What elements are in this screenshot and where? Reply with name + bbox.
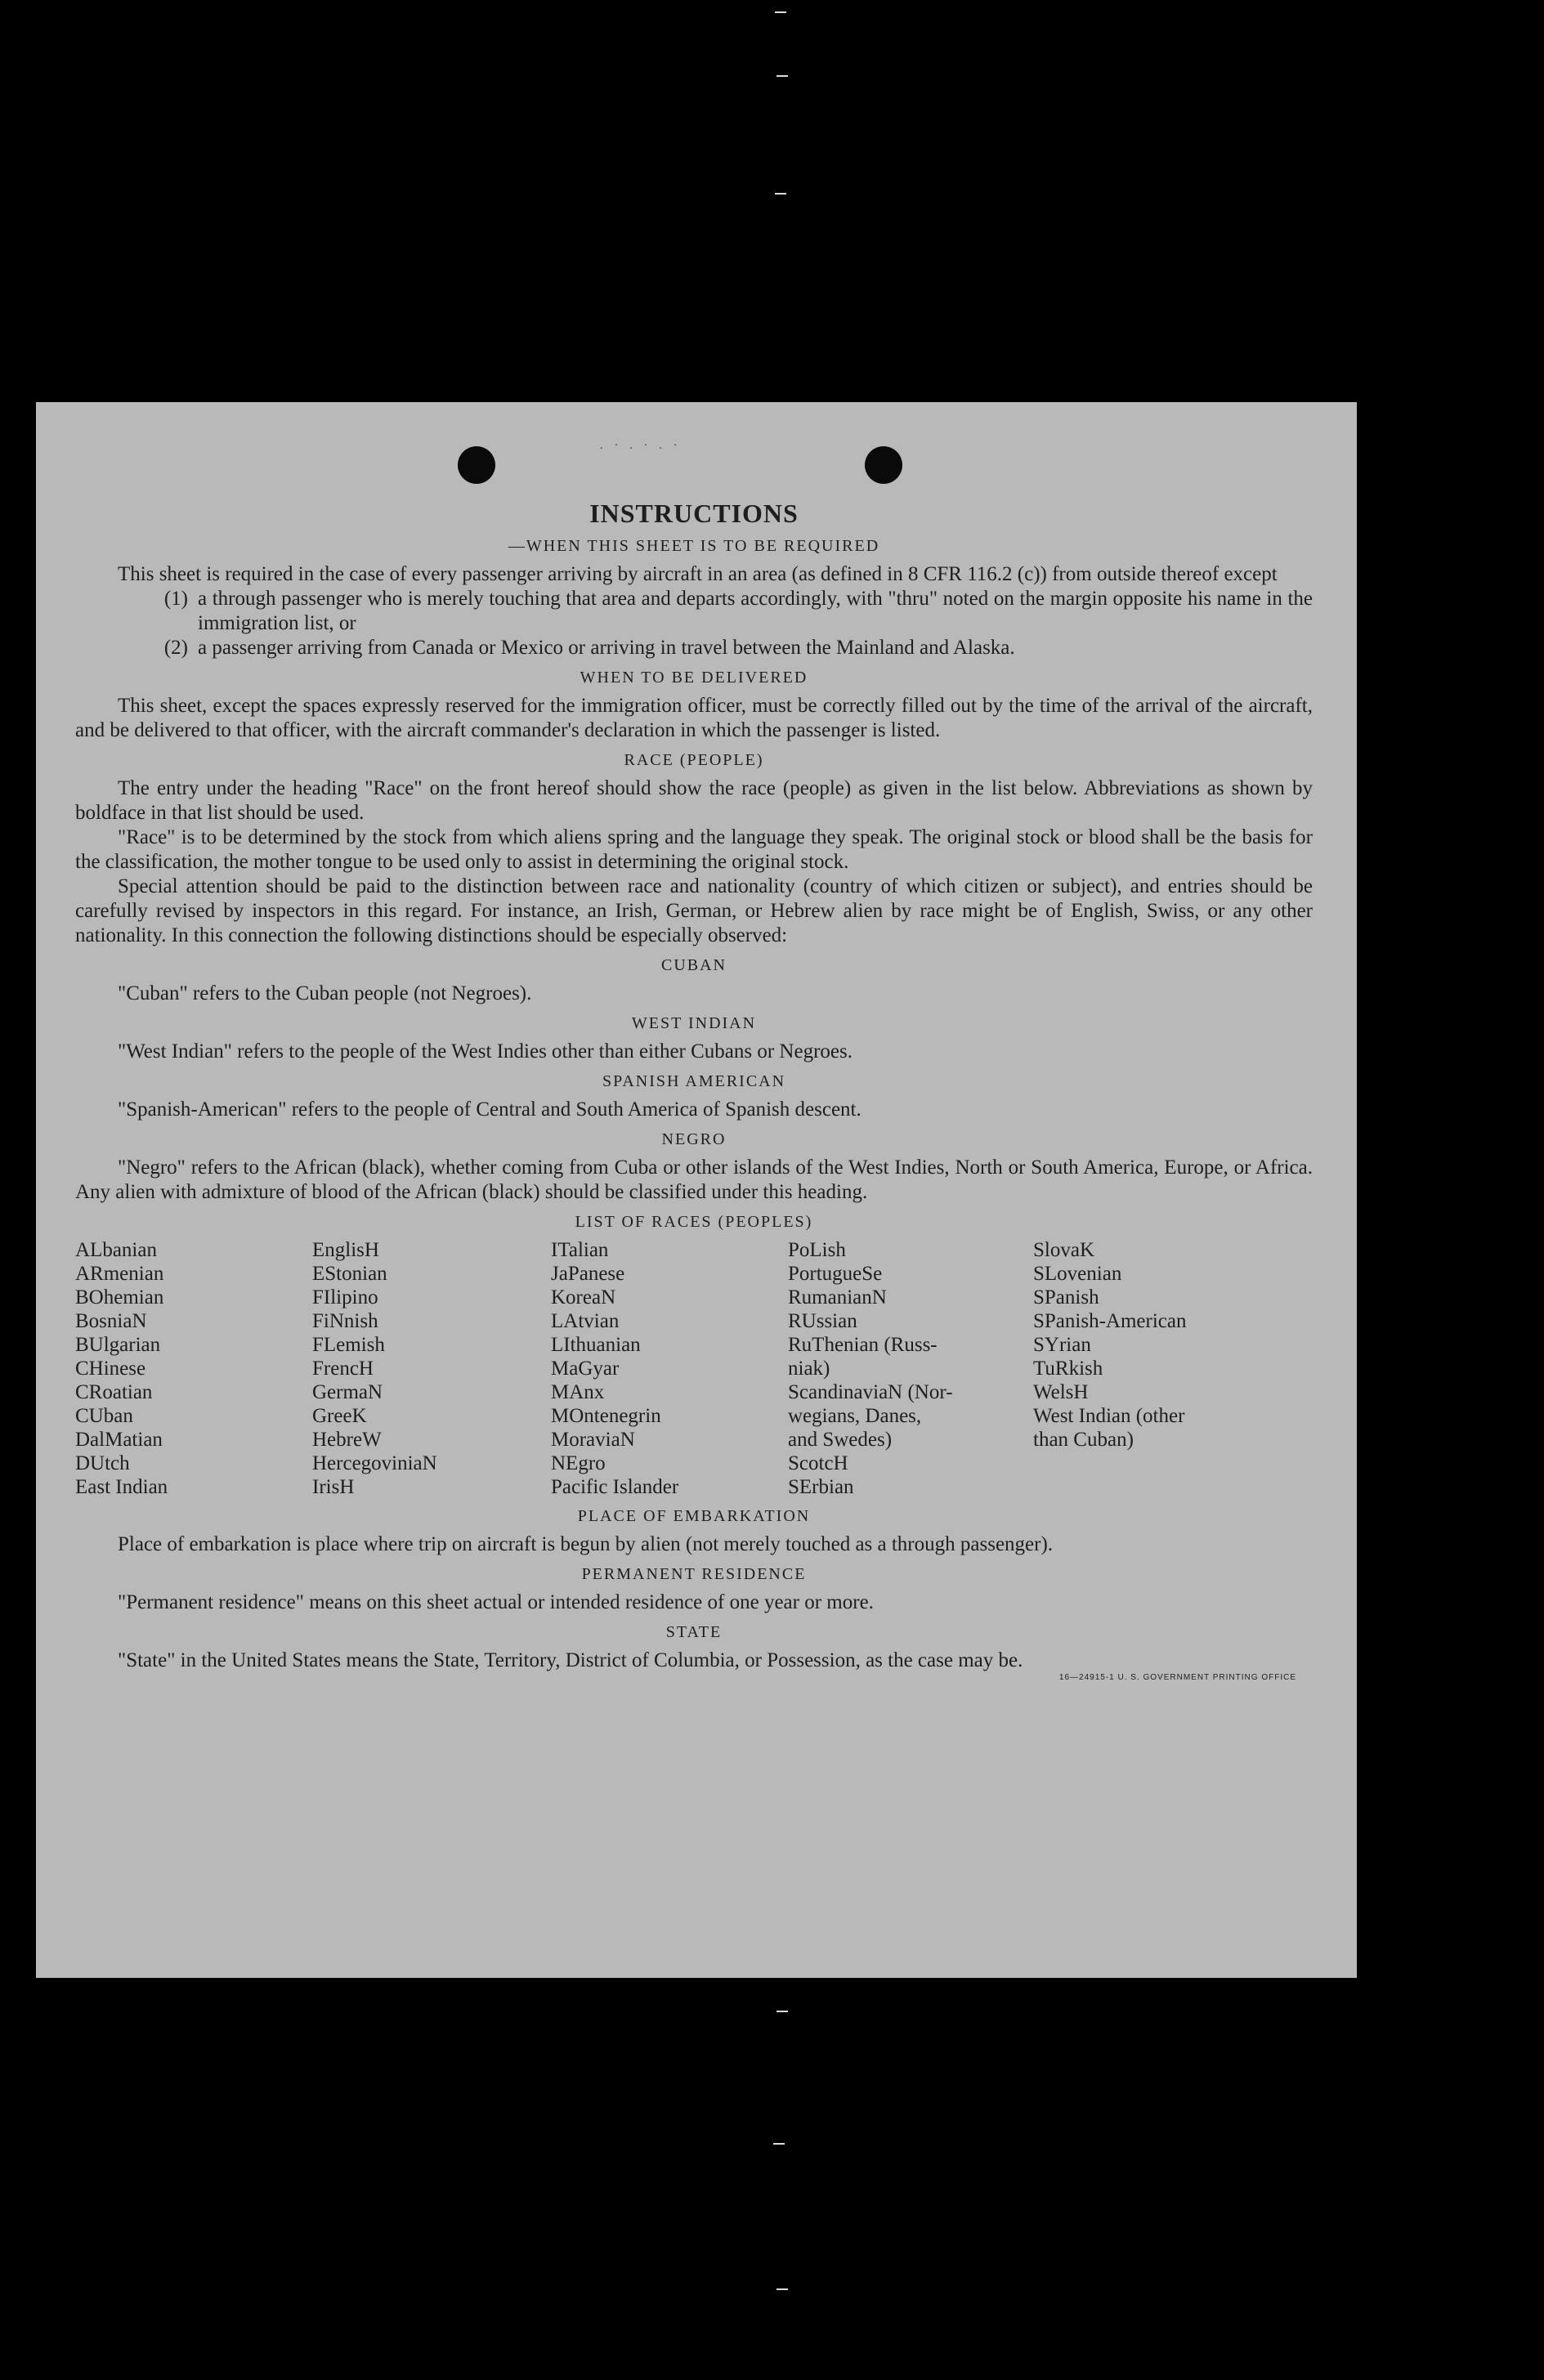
- speckles: .·.·.·: [600, 440, 689, 452]
- page-title: INSTRUCTIONS: [589, 499, 799, 528]
- exception-item: (2) a passenger arriving from Canada or Mexico or arriving in travel between the Mainland and Alaska.: [163, 637, 1015, 659]
- heading-west-indian: WEST INDIAN: [631, 1014, 757, 1032]
- punch-hole-right: [865, 446, 902, 484]
- heading-cuban: CUBAN: [660, 956, 727, 974]
- heading-embarkation: PLACE OF EMBARKATION: [577, 1507, 811, 1525]
- west-indian-text: "West Indian" refers to the people of the West Indies other than either Cubans or Negroes.: [118, 1040, 853, 1062]
- heading-when-required: —WHEN THIS SHEET IS TO BE REQUIRED: [508, 537, 880, 555]
- punch-hole-left: [458, 446, 495, 484]
- negro-text: "Negro" refers to the African (black), whether coming from Cuba or other islands of the West Indies, North or South America, Europe, or Africa. Any alien with admixture of blood of the African (black) should be classified under this heading.: [75, 1156, 1313, 1203]
- footer: [75, 1673, 1313, 1682]
- heading-list-of-races: LIST OF RACES (PEOPLES): [575, 1213, 813, 1231]
- race-list: [75, 1238, 1313, 1499]
- heading-when-delivered: WHEN TO BE DELIVERED: [580, 669, 808, 687]
- spanish-american-text: "Spanish-American" refers to the people of Central and South America of Spanish descent.: [118, 1098, 862, 1121]
- delivered-text: This sheet, except the spaces expressly reserved for the immigration officer, must be correctly filled out by the time of the arrival of the aircraft, and be delivered to that officer, with the aircraft commander's declaration in which the passenger is listed.: [75, 695, 1313, 741]
- heading-race: RACE (PEOPLE): [624, 751, 764, 769]
- race-column: SlovaK SLovenian SPanish SPanish-American SYrian TuRkish WelsH West Indian (other than Cuban): [1033, 1239, 1187, 1451]
- state-text: "State" in the United States means the State, Territory, District of Columbia, or Possession, as the case may be.: [118, 1649, 1023, 1671]
- race-paragraph-1: The entry under the heading "Race" on the front hereof should show the race (people) as given in the list below. Abbreviations as shown by boldface in that list should be used.: [75, 777, 1313, 824]
- race-column: PoLish PortugueSe RumanianN RUssian RuThenian (Russ- niak) ScandinaviaN (Nor- wegians, Danes, and Swedes) ScotcH SErbian: [788, 1239, 953, 1498]
- heading-permanent-residence: PERMANENT RESIDENCE: [581, 1565, 807, 1583]
- instruction-sheet: [36, 402, 1357, 1978]
- residence-text: "Permanent residence" means on this sheet actual or intended residence of one year or more.: [118, 1591, 874, 1613]
- race-paragraph-3: Special attention should be paid to the distinction between race and nationality (country of which citizen or subject), and entries should be carefully revised by inspectors in this regard. For instance, an Irish, German, or Hebrew alien by race might be of English, Swiss, or any other nationality. In this connection the following distinctions should be especially observed:: [75, 875, 1313, 946]
- heading-state: STATE: [665, 1623, 723, 1641]
- printer-code: 16—24915-1 U. S. GOVERNMENT PRINTING OFFICE: [1058, 1673, 1296, 1682]
- heading-spanish-american: SPANISH AMERICAN: [602, 1072, 786, 1090]
- required-intro: This sheet is required in the case of every passenger arriving by aircraft in an area (as defined in 8 CFR 116.2 (c)) from outside thereof except: [118, 563, 1278, 585]
- heading-negro: NEGRO: [661, 1130, 727, 1148]
- embarkation-text: Place of embarkation is place where trip on aircraft is begun by alien (not merely touched as a through passenger).: [118, 1533, 1054, 1555]
- cuban-text: "Cuban" refers to the Cuban people (not Negroes).: [118, 982, 532, 1004]
- race-column: ALbanian ARmenian BOhemian BosniaN BUlgarian CHinese CRoatian CUban DalMatian DUtch East Indian: [75, 1239, 168, 1498]
- race-column: ITalian JaPanese KoreaN LAtvian LIthuanian MaGyar MAnx MOntenegrin MoraviaN NEgro Pacific Islander: [551, 1239, 679, 1498]
- state-block: [75, 1649, 1313, 1673]
- race-paragraph-2: "Race" is to be determined by the stock from which aliens spring and the language they speak. The original stock or blood shall be the basis for the classification, the mother tongue to be used only to assist in determining the original stock.: [75, 826, 1313, 873]
- race-column: EnglisH EStonian FIlipino FiNnish FLemish FrencH GermaN GreeK HebreW HercegoviniaN IrisH: [312, 1239, 437, 1498]
- exception-item: (1) a through passenger who is merely touching that area and departs accordingly, with "thru" noted on the margin opposite his name in the immigration list, or: [163, 588, 1313, 634]
